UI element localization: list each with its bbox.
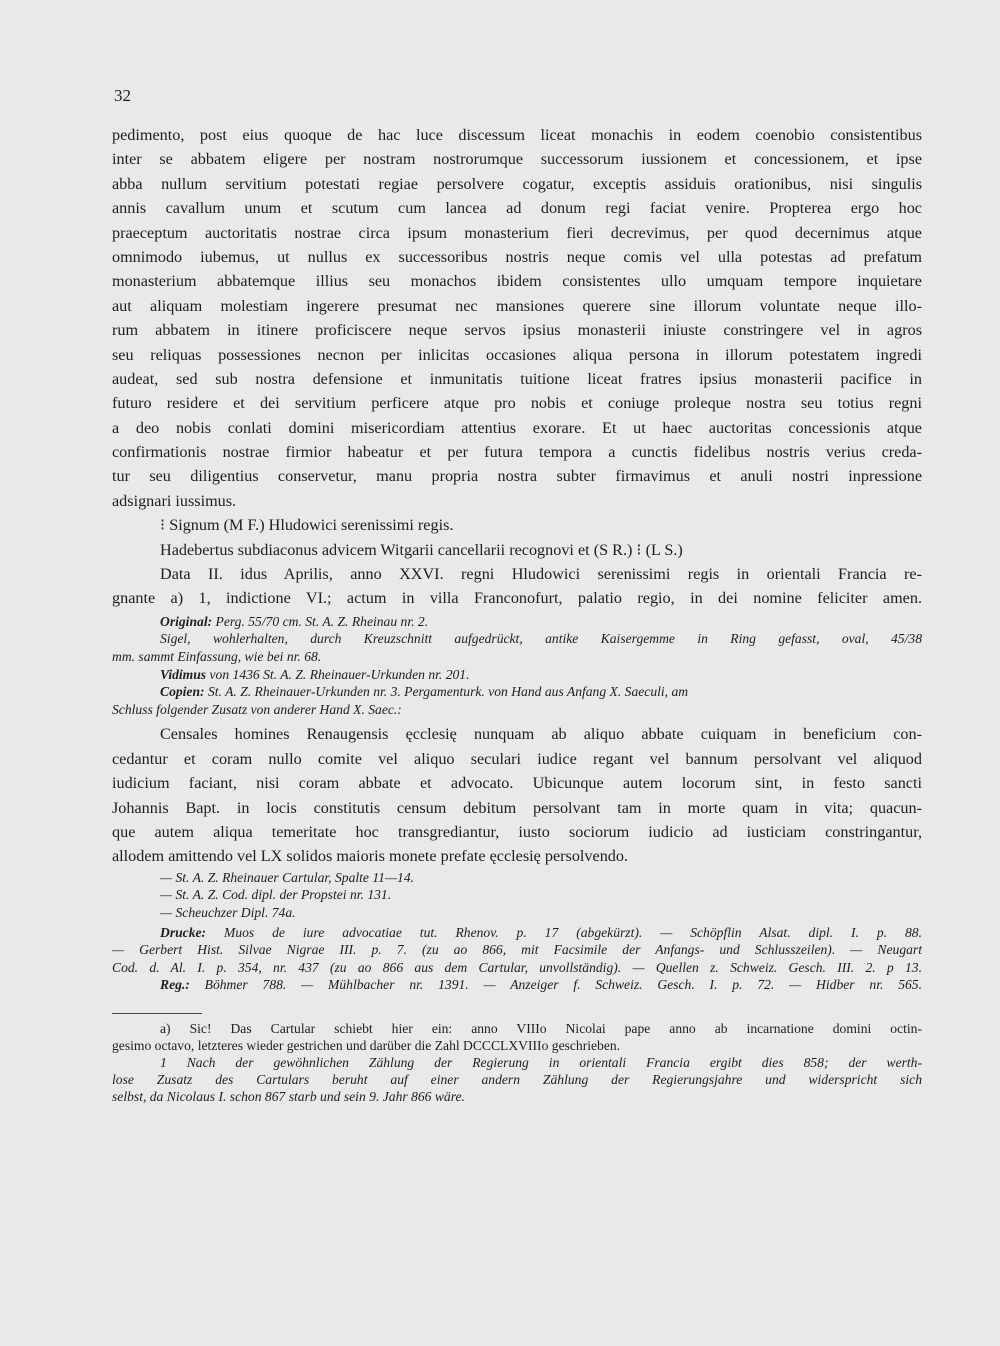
recognition-line: Hadebertus subdiaconus advicem Witgarii cancellarii recognovi et (S R.) ⁝ (L S.)	[160, 540, 683, 559]
addition-line: Censales homines Renaugensis ęcclesię nunquam ab aliquo abbate cuiquam in beneficium con-	[160, 725, 922, 744]
body-line: futuro residere et dei servitium perficere atque pro nobis et coniuge proleque nostra seu totius regni	[112, 394, 922, 413]
archival-notes	[112, 613, 922, 648]
body-line: omnimodo iubemus, ut nullus ex successoribus nostris neque comis vel ulla potestas ad prefatum	[112, 247, 922, 266]
data-line: Data II. idus Aprilis, anno XXVI. regni Hludowici serenissimi regis in orientali Francia re-	[160, 565, 922, 584]
note-vidimus	[112, 666, 922, 684]
note-text: von 1436 St. A. Z. Rheinauer-Urkunden nr. 201.	[209, 666, 470, 682]
drucke-label: Drucke:	[160, 924, 207, 940]
drucke-text: Muos de iure advocatiae tut. Rhenov. p. 17 (abgekürzt). — Schöpflin Alsat. dipl. I. p. 88.	[224, 924, 922, 940]
archival-notes-continued	[112, 648, 922, 718]
note-text: St. A. Z. Rheinauer-Urkunden nr. 3. Pergamenturk. von Hand aus Anfang X. Saeculi, am	[207, 684, 689, 700]
body-line: monasterium abbatemque illius seu monachos ibidem consistentes ullo umquam tempore inquietare	[112, 272, 922, 291]
note-label: Original:	[160, 613, 213, 629]
reg-label: Reg.:	[160, 977, 190, 993]
body-line: tur seu diligentius conservetur, manu propria nostra subter firmavimus et anuli nostri inpressione	[112, 467, 922, 486]
note-seal: Sigel, wohlerhalten, durch Kreuzschnitt aufgedrückt, antike Kaisergemme in Ring gefasst, oval, 45/38	[160, 631, 922, 647]
addition-line: que autem aliqua temeritate hoc transgrediantur, iusto sociorum iudicio ad iusticiam constringantur,	[112, 822, 922, 841]
footnotes	[112, 1020, 922, 1105]
reference-line: — St. A. Z. Cod. dipl. der Propstei nr. 131.	[160, 887, 392, 903]
page-number: 32	[114, 86, 131, 105]
note-seal-continued: mm. sammt Einfassung, wie bei nr. 68.	[112, 649, 322, 664]
addition-line: iudicium faciant, nisi coram abbate et advocato. Ubicunque autem locorum sint, in festo sancti	[112, 774, 922, 793]
body-line: pedimento, post eius quoque de hac luce discessum liceat monachis in eodem coenobio consistentibus	[112, 126, 922, 144]
body-line: inter se abbatem eligere per nostram nostrorumque successorum iussionem et concessionem, et ipse	[112, 150, 922, 169]
reg-text: Böhmer 788. — Mühlbacher nr. 1391. — Anzeiger f. Schweiz. Gesch. I. p. 72. — Hidber nr. 565.	[204, 977, 922, 993]
reference-line: — Scheuchzer Dipl. 74a.	[160, 904, 296, 920]
charter-text	[112, 123, 922, 994]
data-line: gnante a) 1, indictione VI.; actum in villa Franconofurt, palatio regio, in dei nomine feliciter amen.	[112, 589, 922, 608]
addition-line: allodem amittendo vel LX solidos maioris monete prefate ęcclesię persolvendo.	[112, 847, 629, 866]
note-copien-continued: Schluss folgender Zusatz von anderer Hand X. Saec.:	[112, 701, 402, 717]
source-references	[112, 869, 922, 922]
body-line: aut aliquam molestiam ingerere presumat nec mansiones querere sine illorum voluntate neque illo-	[112, 296, 922, 315]
body-line: a deo nobis conlati domini misericordiam attentius exorare. Et ut haec auctoritas concessionis atque	[112, 418, 922, 437]
body-line: abba nullum servitium potestati regiae persolvere cogatur, exceptis assiduis orationibus, nisi singulis	[112, 174, 922, 193]
footnote-a	[112, 1020, 922, 1054]
regesten-line	[112, 976, 922, 994]
editions	[112, 924, 922, 994]
body-line: seu reliquas possessiones necnon per inlicitas occasiones aliqua persona in illorum potestatem ingredi	[112, 345, 922, 364]
addition-line: cedantur et coram nullo comite vel aliquo seculari iudice regant vel bannum persolvant vel aliquod	[112, 749, 922, 768]
body-line: rum abbatem in itinere proficiscere neque servos ipsius monasterii iniuste constringere vel in agros	[112, 321, 922, 340]
footnote-line: lose Zusatz des Cartulars beruht auf einer andern Zählung der Regierungsjahre und widerspricht sich	[112, 1072, 922, 1087]
body-line: adsignari iussimus.	[112, 491, 237, 510]
drucke-line	[112, 924, 922, 942]
drucke-line: — Gerbert Hist. Silvae Nigrae III. p. 7. (zu ao 866, mit Facsimile der Anfangs- und Schlusszeilen). — Neugart	[112, 942, 922, 958]
reference-line: — St. A. Z. Rheinauer Cartular, Spalte 11—14.	[160, 869, 415, 885]
footnote-line: a) Sic! Das Cartular schiebt hier ein: anno VIIIo Nicolai pape anno ab incarnatione domini octin-	[160, 1021, 922, 1036]
note-label: Copien:	[160, 684, 205, 700]
charter-body	[112, 123, 922, 611]
body-line: annis cavallum unum et scutum cum lancea ad donum regi faciat venire. Propterea ergo hoc	[112, 199, 922, 218]
footnote-line: 1 Nach der gewöhnlichen Zählung der Regierung in orientali Francia ergibt dies 858; der werth-	[160, 1055, 922, 1070]
body-line: praeceptum auctoritatis nostrae circa ipsum monasterium fieri decrevimus, per quod decernimus atque	[112, 223, 922, 242]
note-label: Vidimus	[160, 666, 207, 682]
signum-line: ⁝ Signum (M F.) Hludowici serenissimi regis.	[160, 516, 454, 535]
note-original	[160, 613, 922, 631]
footnote-rule	[112, 1013, 202, 1014]
note-copien	[112, 683, 922, 701]
addition-line: Johannis Bapt. in locis constitutis censum debitum persolvant tam in morte quam in vita; quacun-	[112, 798, 922, 817]
later-addition	[112, 722, 922, 868]
footnote-line: selbst, da Nicolaus I. schon 867 starb und sein 9. Jahr 866 wäre.	[112, 1089, 465, 1104]
drucke-line: Cod. d. Al. I. p. 354, nr. 437 (zu ao 866 aus dem Cartular, unvollständig). — Quellen z. Schweiz. Gesch. III. 2. p 13.	[112, 959, 922, 975]
note-text: Perg. 55/70 cm. St. A. Z. Rheinau nr. 2.	[215, 613, 429, 629]
footnote-1	[112, 1054, 922, 1105]
footnote-line: gesimo octavo, letzteres wieder gestrichen und darüber die Zahl DCCCLXVIIIo geschrieben.	[112, 1038, 621, 1053]
body-line: confirmationis nostrae firmior habeatur et per futura tempora a cunctis fidelibus nostris verius creda-	[112, 443, 922, 462]
body-line: audeat, sed sub nostra defensione et inmunitatis tuitione liceat fratres ipsius monasterii pacifice in	[112, 369, 922, 388]
